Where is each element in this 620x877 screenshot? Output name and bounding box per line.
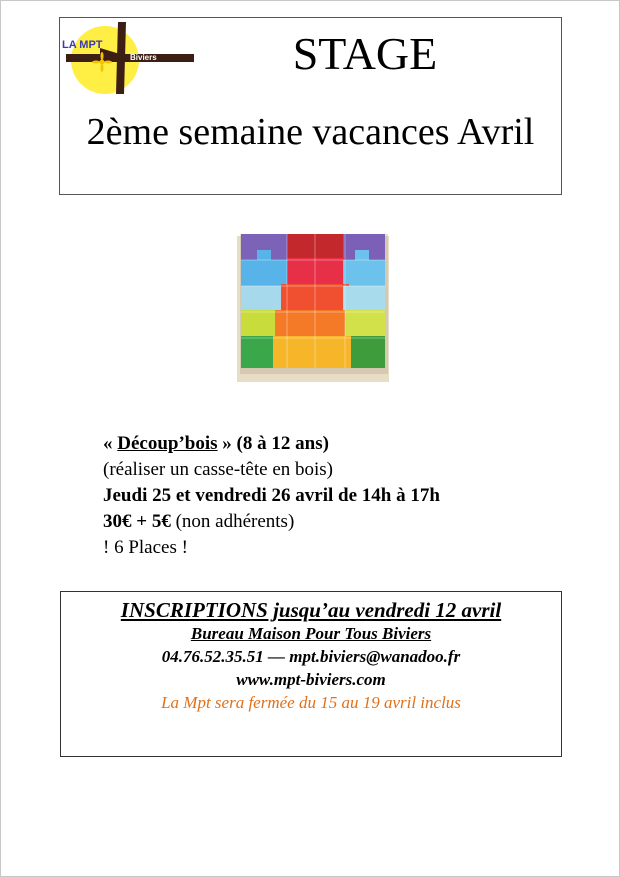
page-title: STAGE	[292, 28, 438, 79]
inscriptions-title: INSCRIPTIONS jusqu’au vendredi 12 avril	[120, 598, 502, 622]
logo-text-sub: Biviers	[130, 53, 157, 62]
activity-places: ! 6 Places !	[103, 537, 188, 558]
activity-price-note: (non adhérents)	[170, 511, 295, 532]
inscriptions-bureau: Bureau Maison Pour Tous Biviers	[190, 624, 432, 643]
logo-text-main: LA MPT	[62, 39, 103, 51]
activity-price	[103, 509, 563, 535]
inscriptions-box	[60, 591, 562, 757]
wooden-puzzle-image	[231, 228, 391, 383]
inscriptions-website: www.mpt-biviers.com	[236, 670, 386, 689]
activity-name-close: » (8 à 12 ans)	[217, 433, 329, 454]
activity-name: Découp’bois	[117, 433, 218, 454]
header-box	[59, 17, 562, 195]
inscriptions-closure-note: La Mpt sera fermée du 15 au 19 avril inclus	[161, 693, 461, 712]
activity-dates: Jeudi 25 et vendredi 26 avril de 14h à 17h	[103, 485, 440, 506]
activity-description: (réaliser un casse-tête en bois)	[103, 459, 334, 480]
activity-price-amount: 30€ + 5€	[103, 511, 171, 532]
activity-details	[103, 431, 563, 561]
mpt-logo	[60, 18, 200, 98]
page-subtitle: 2ème semaine vacances Avril	[86, 111, 535, 153]
inscriptions-contact: 04.76.52.35.51 — mpt.biviers@wanadoo.fr	[161, 647, 461, 666]
activity-name-open: «	[103, 433, 118, 454]
activity-title	[103, 431, 563, 457]
